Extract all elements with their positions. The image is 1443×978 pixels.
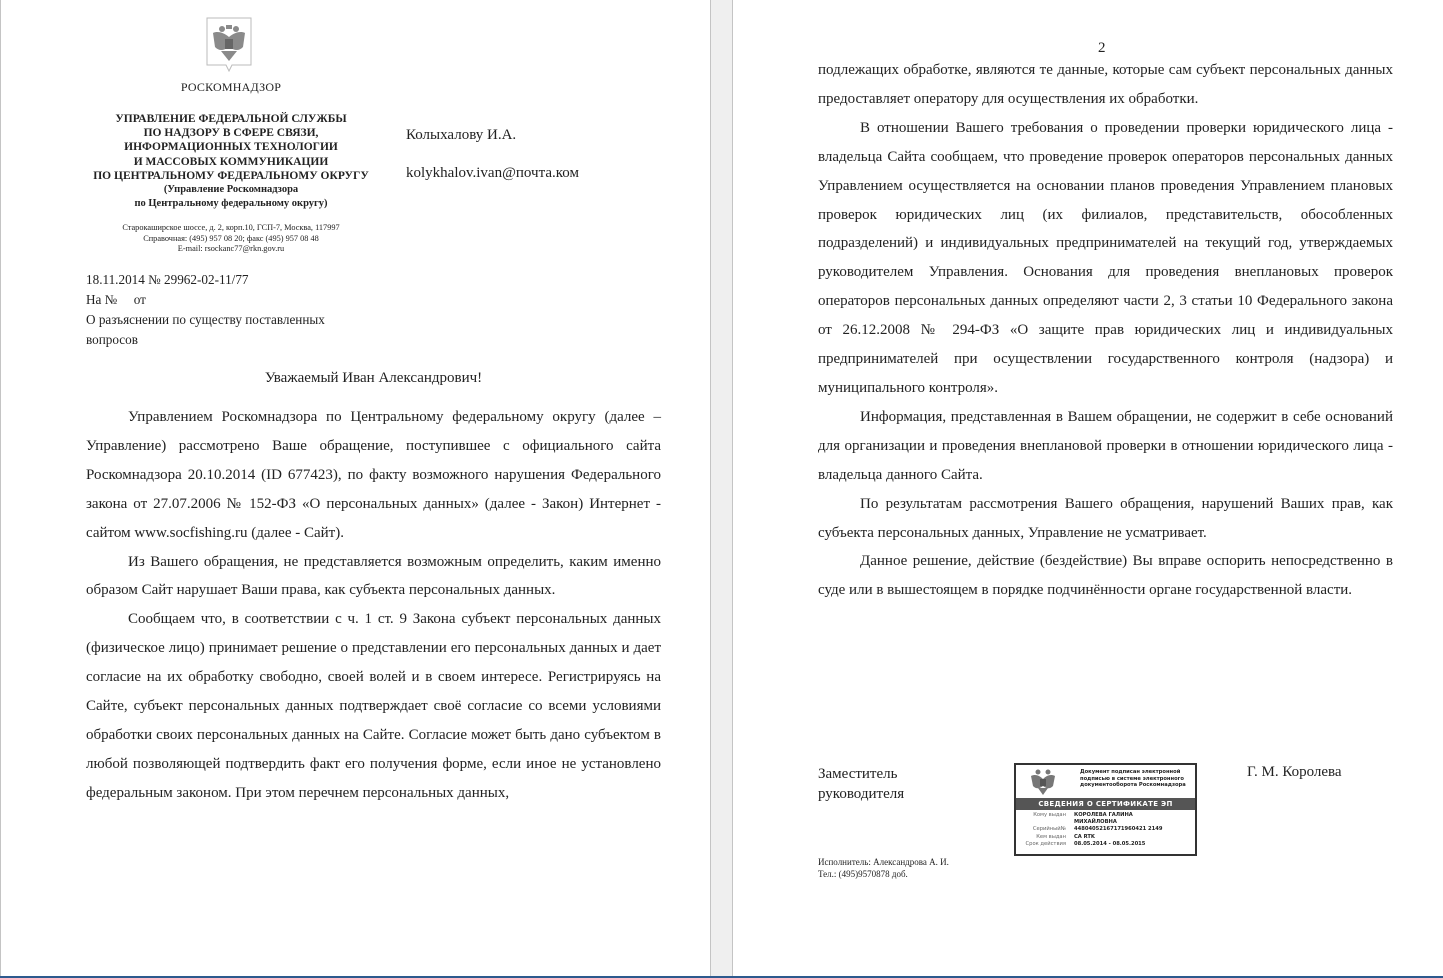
stamp-value: КОРОЛЕВА ГАЛИНА <box>1074 812 1133 818</box>
document-page-1 <box>0 0 710 976</box>
dept-line: ИНФОРМАЦИОННЫХ ТЕХНОЛОГИИ <box>124 141 338 154</box>
address-block <box>81 223 381 255</box>
paragraph: Управлением Роскомнадзора по Центральному федеральному округу (далее – Управление) рассмотрено Ваше обращение, поступившее с официального сайта Роскомнадзора 20.10.2014 (ID 677423), по факту возможного нарушения Федерального закона от 27.07.2006 № 152-ФЗ «О персональных данных» (далее - Закон) Интернет - сайтом www.socfishing.ru (далее - Сайт). <box>86 409 661 541</box>
stamp-row <box>1016 841 1195 848</box>
coat-of-arms-icon <box>205 17 253 73</box>
reply-to: На № от <box>86 292 146 307</box>
signer-title-line: руководителя <box>818 786 905 802</box>
dept-line: ПО ЦЕНТРАЛЬНОМУ ФЕДЕРАЛЬНОМУ ОКРУГУ <box>93 169 369 182</box>
stamp-band: СВЕДЕНИЯ О СЕРТИФИКАТЕ ЭП <box>1016 798 1195 810</box>
letter-body-continued <box>818 56 1393 605</box>
paragraph: Информация, представленная в Вашем обращении, не содержит в себе оснований для организации и проведения внеплановой проверки в отношении юридического лица - владельца данного Сайта. <box>818 408 1393 483</box>
phone-line: Справочная: (495) 957 08 20; факс (495) 957 08 48 <box>143 233 319 243</box>
stamp-label: Срок действия <box>1025 840 1066 847</box>
subject-line: О разъяснении по существу поставленных <box>86 312 325 327</box>
address-line: Старокаширское шоссе, д. 2, корп.10, ГСП-7, Москва, 117997 <box>122 223 340 232</box>
signer-title-line: Заместитель <box>818 766 898 782</box>
org-name: РОСКОМНАДЗОР <box>180 80 282 94</box>
dept-sub-line: по Центральному федеральному округу) <box>134 198 328 210</box>
stamp-header: Документ подписан электронной подписью в системе электронного документооборота Роскомнадзора <box>1080 769 1186 789</box>
stamp-row <box>1016 834 1195 841</box>
paragraph: Сообщаем что, в соответствии с ч. 1 ст. 9 Закона субъект персональных данных (физическое лицо) принимает решение о представлении его персональных данных и дает согласие на их обработку свободно, своей волей и в своем интересе. Регистрируясь на Сайте, субъект персональных данных подтверждает своё согласие со всеми условиями обработки своих персональных данных на Сайте. Согласие может быть дано субъектом в любой позволяющей подтвердить факт его получения форме, если иное не установлено федеральным законом. При этом перечнем персональных данных, <box>86 611 661 801</box>
stamp-value: МИХАЙЛОВНА <box>1074 819 1117 826</box>
recipient-block <box>406 126 579 183</box>
stamp-value: CA RTK <box>1074 833 1095 840</box>
stamp-label: Кем выдан <box>1036 833 1066 840</box>
e-signature-stamp <box>1014 763 1197 856</box>
letter-body <box>86 403 661 808</box>
page-number: 2 <box>1098 40 1106 56</box>
signer-name: Г. М. Королева <box>1247 764 1342 780</box>
paragraph: По результатам рассмотрения Вашего обращения, нарушений Ваших прав, как субъекта персональных данных, Управление не усматривает. <box>818 495 1393 541</box>
stamp-label: Серийный№ <box>1032 826 1066 833</box>
recipient-email: kolykhalov.ivan@почта.ком <box>406 165 579 181</box>
dept-line: ПО НАДЗОРУ В СФЕРЕ СВЯЗИ, <box>143 127 319 140</box>
recipient-name: Колыхалову И.А. <box>406 127 517 143</box>
paragraph: Данное решение, действие (бездействие) Вы вправе оспорить непосредственно в суде или в вышестоящем в порядке подчинённости органе государственной власти. <box>818 553 1393 599</box>
dept-sub-line: (Управление Роскомнадзора <box>163 184 299 196</box>
stamp-emblem-icon <box>1028 767 1058 797</box>
dept-line: И МАССОВЫХ КОММУНИКАЦИИ <box>133 155 329 168</box>
paragraph-continuation: подлежащих обработке, являются те данные, которые сам субъект персональных данных предоставляет оператору для осуществления их обработки. <box>818 62 1393 107</box>
paragraph: Из Вашего обращения, не представляется возможным определить, каким именно образом Сайт нарушает Ваши права, как субъекта персональных данных. <box>86 553 661 599</box>
salutation: Уважаемый Иван Александрович! <box>264 370 483 386</box>
registration-block <box>86 270 386 350</box>
stamp-label: Кому выдан <box>1033 812 1066 818</box>
executor-name: Исполнитель: Александрова А. И. <box>818 857 949 867</box>
stamp-value: 08.05.2014 - 08.05.2015 <box>1074 840 1146 847</box>
reg-number: 18.11.2014 № 29962-02-11/77 <box>86 272 249 287</box>
email-line: E-mail: rsockanc77@rkn.gov.ru <box>177 244 285 253</box>
page-gutter <box>710 0 733 976</box>
stamp-value: 44804052167171960421 2149 <box>1074 826 1163 833</box>
signer-title <box>818 764 904 804</box>
subject-line: вопросов <box>86 332 138 347</box>
dept-line: УПРАВЛЕНИЕ ФЕДЕРАЛЬНОЙ СЛУЖБЫ <box>115 113 347 125</box>
department-name <box>81 112 381 211</box>
stamp-row <box>1016 826 1195 833</box>
executor-block <box>818 857 949 880</box>
paragraph: В отношении Вашего требования о проведении проверки юридического лица - владельца Сайта сообщаем, что проведение проверок операторов персональных данных Управлением осуществляется на основании планов проведения Управлением плановых проверок юридических лиц (их филиалов, представительств, обособленных подразделений) и индивидуальных предпринимателей на текущий год, утверждаемых руководителем Управления. Основания для проведения внеплановых проверок операторов персональных данных определяют части 2, 3 статьи 10 Федерального закона от 26.12.2008 № 294-ФЗ «О защите прав юридических лиц и индивидуальных предпринимателей при осуществлении государственного контроля (надзора) и муниципального контроля». <box>818 119 1393 396</box>
stamp-rows <box>1016 812 1195 848</box>
executor-phone: Тел.: (495)9570878 доб. <box>818 868 908 879</box>
